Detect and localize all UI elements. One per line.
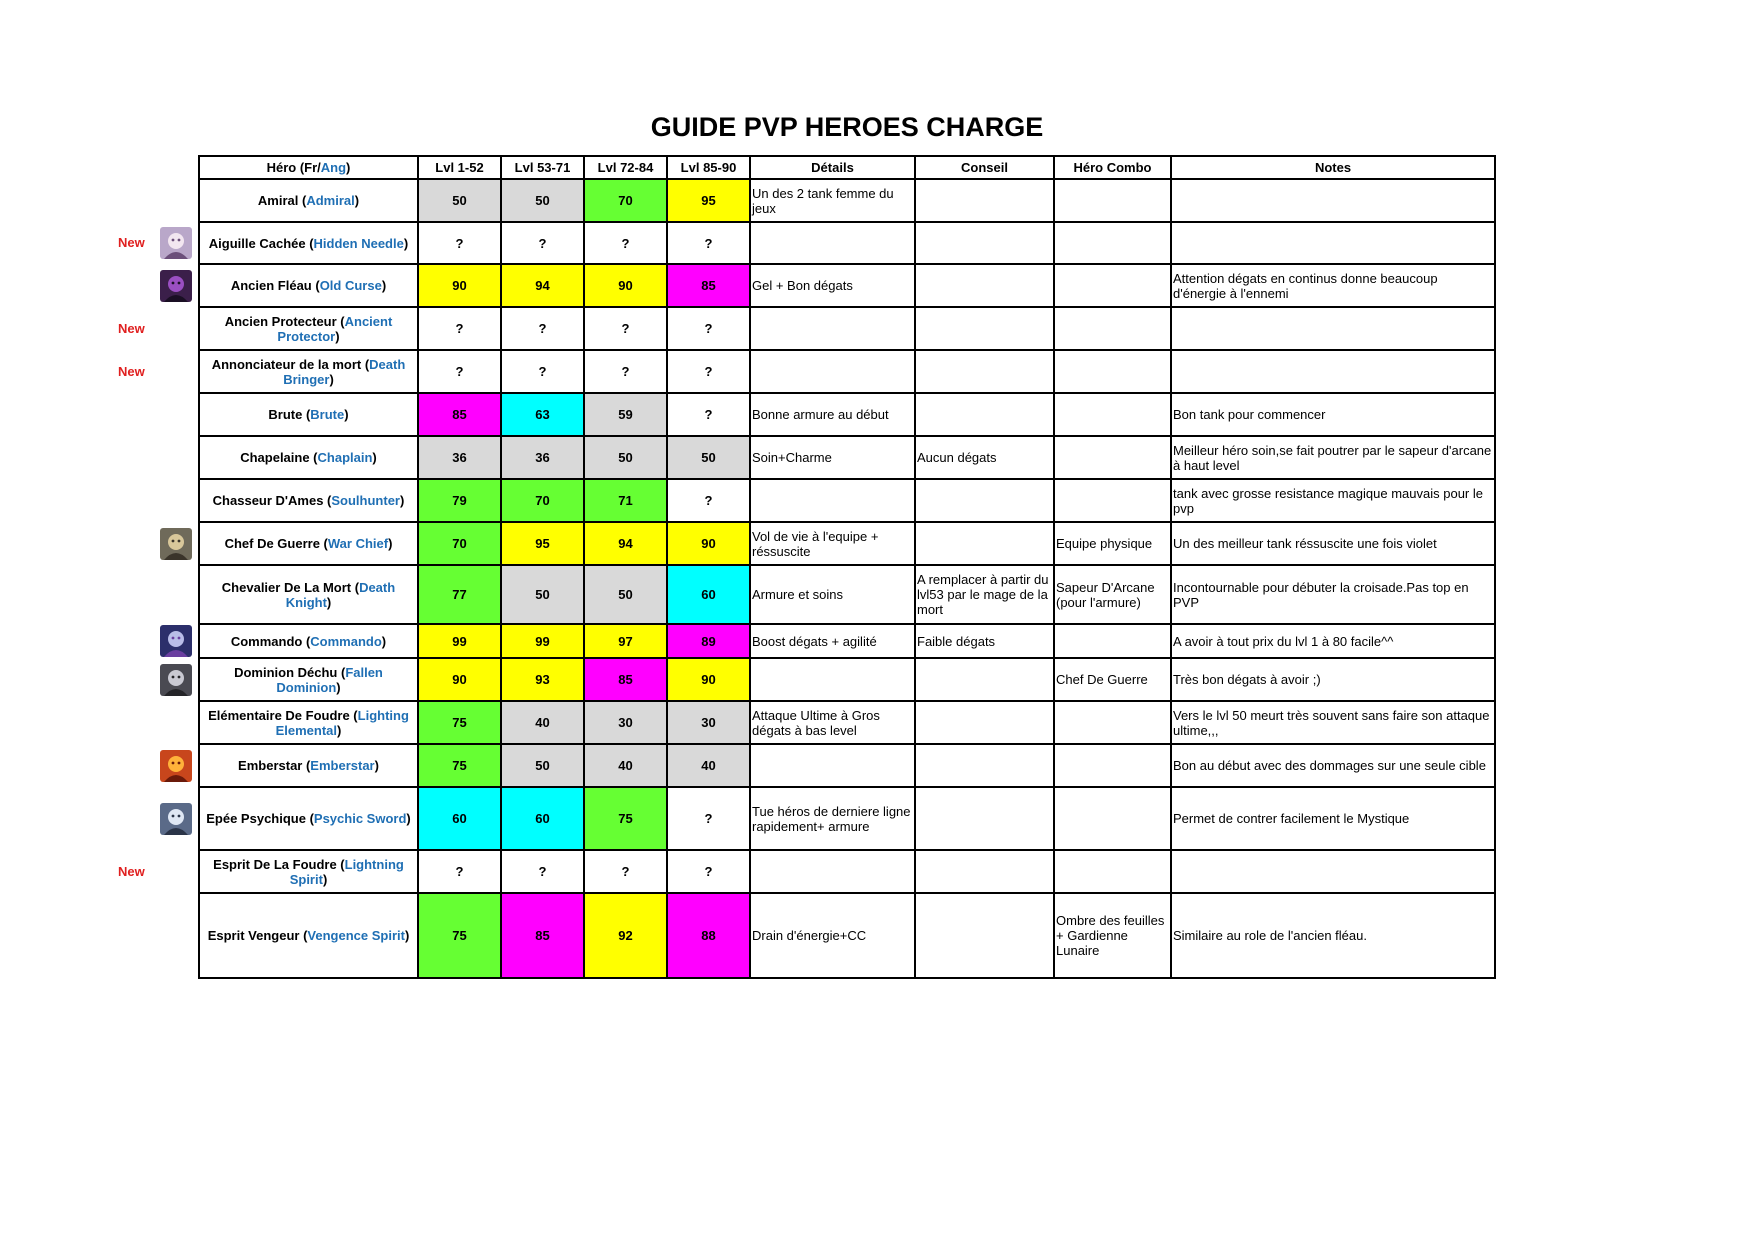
conseil-cell: A remplacer à partir du lvl53 par le mage de la mort [915, 565, 1054, 624]
combo-cell [1054, 479, 1171, 522]
level-rating-cell: ? [501, 350, 584, 393]
fallen-dominion-portrait-icon [160, 664, 192, 696]
psychic-sword-portrait-icon [160, 803, 192, 835]
table-row [199, 222, 1495, 264]
conseil-cell [915, 850, 1054, 893]
table-row [199, 393, 1495, 436]
hero-name-cell [199, 436, 418, 479]
new-badge: New [118, 235, 145, 250]
level-rating-cell: 94 [501, 264, 584, 307]
hero-name-cell [199, 787, 418, 850]
header-hero-close: ) [346, 160, 351, 175]
header-notes: Notes [1171, 156, 1495, 179]
commando-portrait-icon [160, 625, 192, 657]
table-row [199, 436, 1495, 479]
hero-name-cell [199, 479, 418, 522]
level-rating-cell: 30 [667, 701, 750, 744]
level-rating-cell: 50 [501, 744, 584, 787]
hero-name-fr: Emberstar ( [238, 758, 311, 773]
level-rating-cell: 85 [501, 893, 584, 978]
level-rating-cell: 60 [667, 565, 750, 624]
notes-cell: A avoir à tout prix du lvl 1 à 80 facile^^ [1171, 624, 1495, 658]
details-cell: Bonne armure au début [750, 393, 915, 436]
level-rating-cell: ? [584, 350, 667, 393]
level-rating-cell: 85 [584, 658, 667, 701]
hero-name-close: ) [404, 928, 410, 943]
level-rating-cell: 92 [584, 893, 667, 978]
combo-cell [1054, 264, 1171, 307]
details-cell: Drain d'énergie+CC [750, 893, 915, 978]
hero-name-cell [199, 222, 418, 264]
level-rating-cell: 89 [667, 624, 750, 658]
details-cell [750, 479, 915, 522]
level-rating-cell: 79 [418, 479, 501, 522]
level-rating-cell: 95 [501, 522, 584, 565]
combo-cell: Sapeur D'Arcane (pour l'armure) [1054, 565, 1171, 624]
level-rating-cell: ? [667, 393, 750, 436]
notes-cell: Meilleur héro soin,se fait poutrer par le sapeur d'arcane à haut level [1171, 436, 1495, 479]
new-badge: New [118, 863, 145, 879]
table-row [199, 307, 1495, 350]
level-rating-cell: ? [584, 307, 667, 350]
hero-name-en: Psychic Sword [313, 811, 407, 826]
hero-name-en: Lightning Spirit [289, 856, 404, 887]
combo-cell [1054, 701, 1171, 744]
table-row [199, 658, 1495, 701]
level-rating-cell: 50 [418, 179, 501, 222]
details-cell [750, 350, 915, 393]
conseil-cell [915, 744, 1054, 787]
hero-name-en: Chaplain [317, 450, 373, 465]
table-row [199, 565, 1495, 624]
level-rating-cell: ? [667, 222, 750, 264]
page-title: GUIDE PVP HEROES CHARGE [650, 112, 1044, 142]
level-rating-cell: 99 [501, 624, 584, 658]
level-rating-cell: ? [418, 222, 501, 264]
hero-name-cell [199, 264, 418, 307]
conseil-cell [915, 522, 1054, 565]
combo-cell [1054, 393, 1171, 436]
level-rating-cell: 70 [584, 179, 667, 222]
level-rating-cell: ? [501, 307, 584, 350]
header-hero-en: Ang [320, 160, 347, 175]
conseil-cell [915, 264, 1054, 307]
hero-name-close: ) [374, 758, 379, 773]
level-rating-cell: 40 [667, 744, 750, 787]
hero-name-fr: Chevalier De La Mort ( [221, 579, 360, 595]
hero-name-cell [199, 658, 418, 701]
notes-cell [1171, 307, 1495, 350]
hero-name-close: ) [406, 811, 411, 826]
combo-cell: Ombre des feuilles + Gardienne Lunaire [1054, 893, 1171, 978]
header-details: Détails [750, 156, 915, 179]
hero-guide-table [198, 155, 1496, 979]
hero-name-fr: Elémentaire De Foudre ( [208, 707, 358, 723]
level-rating-cell: 94 [584, 522, 667, 565]
notes-cell: Bon tank pour commencer [1171, 393, 1495, 436]
notes-cell [1171, 222, 1495, 264]
conseil-cell [915, 787, 1054, 850]
hero-name-en: Hidden Needle [313, 235, 404, 251]
hero-name-close: ) [354, 193, 360, 208]
combo-cell: Equipe physique [1054, 522, 1171, 565]
hero-name-en: Brute [310, 407, 345, 422]
hero-name-cell [199, 893, 418, 978]
conseil-cell [915, 479, 1054, 522]
level-rating-cell: 50 [667, 436, 750, 479]
hero-name-cell [199, 701, 418, 744]
combo-cell [1054, 787, 1171, 850]
hero-name-fr: Chapelaine ( [240, 450, 318, 465]
new-badge: New [118, 363, 145, 379]
hero-name-en: Commando [310, 633, 382, 649]
details-cell [750, 850, 915, 893]
hero-name-fr: Esprit Vengeur ( [207, 928, 308, 943]
level-rating-cell: 90 [584, 264, 667, 307]
hero-name-cell [199, 307, 418, 350]
hero-name-en: Soulhunter [331, 493, 400, 508]
hero-name-fr: Commando ( [230, 633, 311, 649]
level-rating-cell: ? [418, 850, 501, 893]
details-cell [750, 744, 915, 787]
conseil-cell [915, 393, 1054, 436]
header-lvl-1-52: Lvl 1-52 [418, 156, 501, 179]
hero-name-fr: Aiguille Cachée ( [208, 235, 314, 251]
hero-name-fr: Esprit De La Foudre ( [213, 856, 345, 872]
details-cell [750, 222, 915, 264]
table-row [199, 850, 1495, 893]
combo-cell [1054, 624, 1171, 658]
level-rating-cell: 30 [584, 701, 667, 744]
level-rating-cell: ? [501, 850, 584, 893]
hero-name-close: ) [336, 679, 341, 695]
hero-name-en: Ancient Protector [277, 313, 393, 344]
header-conseil: Conseil [915, 156, 1054, 179]
hero-name-cell [199, 179, 418, 222]
details-cell: Un des 2 tank femme du jeux [750, 179, 915, 222]
combo-cell: Chef De Guerre [1054, 658, 1171, 701]
hero-name-fr: Dominion Déchu ( [234, 664, 346, 680]
notes-cell: Très bon dégats à avoir ;) [1171, 658, 1495, 701]
hero-name-close: ) [372, 450, 377, 465]
level-rating-cell: 90 [667, 658, 750, 701]
notes-cell [1171, 179, 1495, 222]
details-cell: Vol de vie à l'equipe + réssuscite [750, 522, 915, 565]
hero-name-close: ) [381, 278, 387, 293]
conseil-cell [915, 222, 1054, 264]
level-rating-cell: 40 [584, 744, 667, 787]
level-rating-cell: 70 [418, 522, 501, 565]
combo-cell [1054, 850, 1171, 893]
combo-cell [1054, 179, 1171, 222]
level-rating-cell: 59 [584, 393, 667, 436]
level-rating-cell: 85 [667, 264, 750, 307]
details-cell: Gel + Bon dégats [750, 264, 915, 307]
table-row [199, 744, 1495, 787]
conseil-cell [915, 701, 1054, 744]
details-cell: Attaque Ultime à Gros dégats à bas level [750, 701, 915, 744]
level-rating-cell: 97 [584, 624, 667, 658]
details-cell: Tue héros de derniere ligne rapidement+ armure [750, 787, 915, 850]
table-row [199, 624, 1495, 658]
hero-name-close: ) [322, 871, 328, 887]
hero-name-close: ) [399, 493, 405, 508]
hero-name-fr: Annonciateur de la mort ( [211, 356, 370, 372]
level-rating-cell: 50 [501, 565, 584, 624]
conseil-cell [915, 893, 1054, 978]
hero-name-close: ) [381, 633, 387, 649]
level-rating-cell: 60 [501, 787, 584, 850]
hero-name-cell [199, 565, 418, 624]
level-rating-cell: ? [667, 350, 750, 393]
war-chief-portrait-icon [160, 528, 192, 560]
level-rating-cell: 90 [418, 658, 501, 701]
table-row [199, 479, 1495, 522]
header-row [199, 156, 1495, 179]
hero-name-close: ) [326, 594, 332, 610]
hero-name-close: ) [335, 328, 340, 344]
level-rating-cell: 36 [501, 436, 584, 479]
details-cell [750, 307, 915, 350]
level-rating-cell: 60 [418, 787, 501, 850]
notes-cell: Bon au début avec des dommages sur une seule cible [1171, 744, 1495, 787]
table-row [199, 264, 1495, 307]
hero-name-en: Fallen Dominion [276, 664, 383, 695]
header-lvl-72-84: Lvl 72-84 [584, 156, 667, 179]
notes-cell: Attention dégats en continus donne beaucoup d'énergie à l'ennemi [1171, 264, 1495, 307]
hero-name-en: Old Curse [319, 278, 382, 293]
hero-name-cell [199, 624, 418, 658]
table-row [199, 787, 1495, 850]
table-row [199, 350, 1495, 393]
level-rating-cell: ? [667, 787, 750, 850]
level-rating-cell: 75 [418, 893, 501, 978]
hero-name-en: Vengence Spirit [307, 928, 405, 943]
hero-name-en: Death Knight [285, 579, 396, 610]
level-rating-cell: 95 [667, 179, 750, 222]
hero-name-en: Admiral [306, 193, 355, 208]
level-rating-cell: ? [501, 222, 584, 264]
level-rating-cell: 75 [418, 701, 501, 744]
hero-name-close: ) [344, 407, 349, 422]
header-combo: Héro Combo [1054, 156, 1171, 179]
hero-name-cell [199, 393, 418, 436]
conseil-cell [915, 179, 1054, 222]
level-rating-cell: 77 [418, 565, 501, 624]
hero-name-en: Lighting Elemental [275, 707, 409, 738]
hero-name-fr: Chef De Guerre ( [224, 536, 328, 551]
conseil-cell [915, 350, 1054, 393]
hero-name-cell [199, 522, 418, 565]
hero-name-fr: Chasseur D'Ames ( [212, 493, 332, 508]
hero-name-cell [199, 350, 418, 393]
table-row [199, 701, 1495, 744]
details-cell: Boost dégats + agilité [750, 624, 915, 658]
notes-cell: Permet de contrer facilement le Mystique [1171, 787, 1495, 850]
level-rating-cell: ? [418, 307, 501, 350]
hero-name-fr: Brute ( [268, 407, 311, 422]
hidden-needle-portrait-icon [160, 227, 192, 259]
level-rating-cell: ? [667, 850, 750, 893]
level-rating-cell: 88 [667, 893, 750, 978]
level-rating-cell: ? [667, 307, 750, 350]
level-rating-cell: ? [667, 479, 750, 522]
hero-name-close: ) [388, 536, 393, 551]
table-row [199, 522, 1495, 565]
old-curse-portrait-icon [160, 270, 192, 302]
hero-name-fr: Amiral ( [257, 193, 307, 208]
combo-cell [1054, 307, 1171, 350]
notes-cell [1171, 850, 1495, 893]
level-rating-cell: 90 [667, 522, 750, 565]
notes-cell: tank avec grosse resistance magique mauvais pour le pvp [1171, 479, 1495, 522]
hero-name-close: ) [329, 371, 334, 387]
level-rating-cell: 75 [418, 744, 501, 787]
level-rating-cell: 63 [501, 393, 584, 436]
level-rating-cell: 85 [418, 393, 501, 436]
level-rating-cell: 40 [501, 701, 584, 744]
emberstar-portrait-icon [160, 750, 192, 782]
new-badge: New [118, 320, 145, 336]
level-rating-cell: ? [418, 350, 501, 393]
table-row [199, 893, 1495, 978]
details-cell: Soin+Charme [750, 436, 915, 479]
conseil-cell [915, 658, 1054, 701]
combo-cell [1054, 222, 1171, 264]
level-rating-cell: 71 [584, 479, 667, 522]
hero-name-cell [199, 744, 418, 787]
level-rating-cell: 50 [501, 179, 584, 222]
level-rating-cell: 50 [584, 565, 667, 624]
hero-name-fr: Ancien Protecteur ( [224, 313, 345, 329]
combo-cell [1054, 350, 1171, 393]
hero-name-en: Death Bringer [283, 356, 406, 387]
header-lvl-85-90: Lvl 85-90 [667, 156, 750, 179]
hero-name-close: ) [403, 235, 409, 251]
header-hero-fr: Héro (Fr/ [266, 160, 321, 175]
level-rating-cell: ? [584, 222, 667, 264]
level-rating-cell: 50 [584, 436, 667, 479]
conseil-cell: Faible dégats [915, 624, 1054, 658]
level-rating-cell: 75 [584, 787, 667, 850]
level-rating-cell: 90 [418, 264, 501, 307]
notes-cell: Vers le lvl 50 meurt très souvent sans faire son attaque ultime,,, [1171, 701, 1495, 744]
conseil-cell: Aucun dégats [915, 436, 1054, 479]
notes-cell: Similaire au role de l'ancien fléau. [1171, 893, 1495, 978]
level-rating-cell: ? [584, 850, 667, 893]
notes-cell: Incontournable pour débuter la croisade.Pas top en PVP [1171, 565, 1495, 624]
header-lvl-53-71: Lvl 53-71 [501, 156, 584, 179]
hero-name-cell [199, 850, 418, 893]
level-rating-cell: 93 [501, 658, 584, 701]
level-rating-cell: 36 [418, 436, 501, 479]
notes-cell [1171, 350, 1495, 393]
header-hero [199, 156, 418, 179]
combo-cell [1054, 436, 1171, 479]
hero-name-en: War Chief [327, 536, 389, 551]
hero-name-close: ) [337, 722, 342, 738]
combo-cell [1054, 744, 1171, 787]
details-cell: Armure et soins [750, 565, 915, 624]
conseil-cell [915, 307, 1054, 350]
hero-name-fr: Ancien Fléau ( [230, 278, 320, 293]
notes-cell: Un des meilleur tank réssuscite une fois violet [1171, 522, 1495, 565]
details-cell [750, 658, 915, 701]
level-rating-cell: 99 [418, 624, 501, 658]
hero-name-fr: Epée Psychique ( [206, 811, 314, 826]
level-rating-cell: 70 [501, 479, 584, 522]
hero-name-en: Emberstar [310, 758, 375, 773]
table-row [199, 179, 1495, 222]
